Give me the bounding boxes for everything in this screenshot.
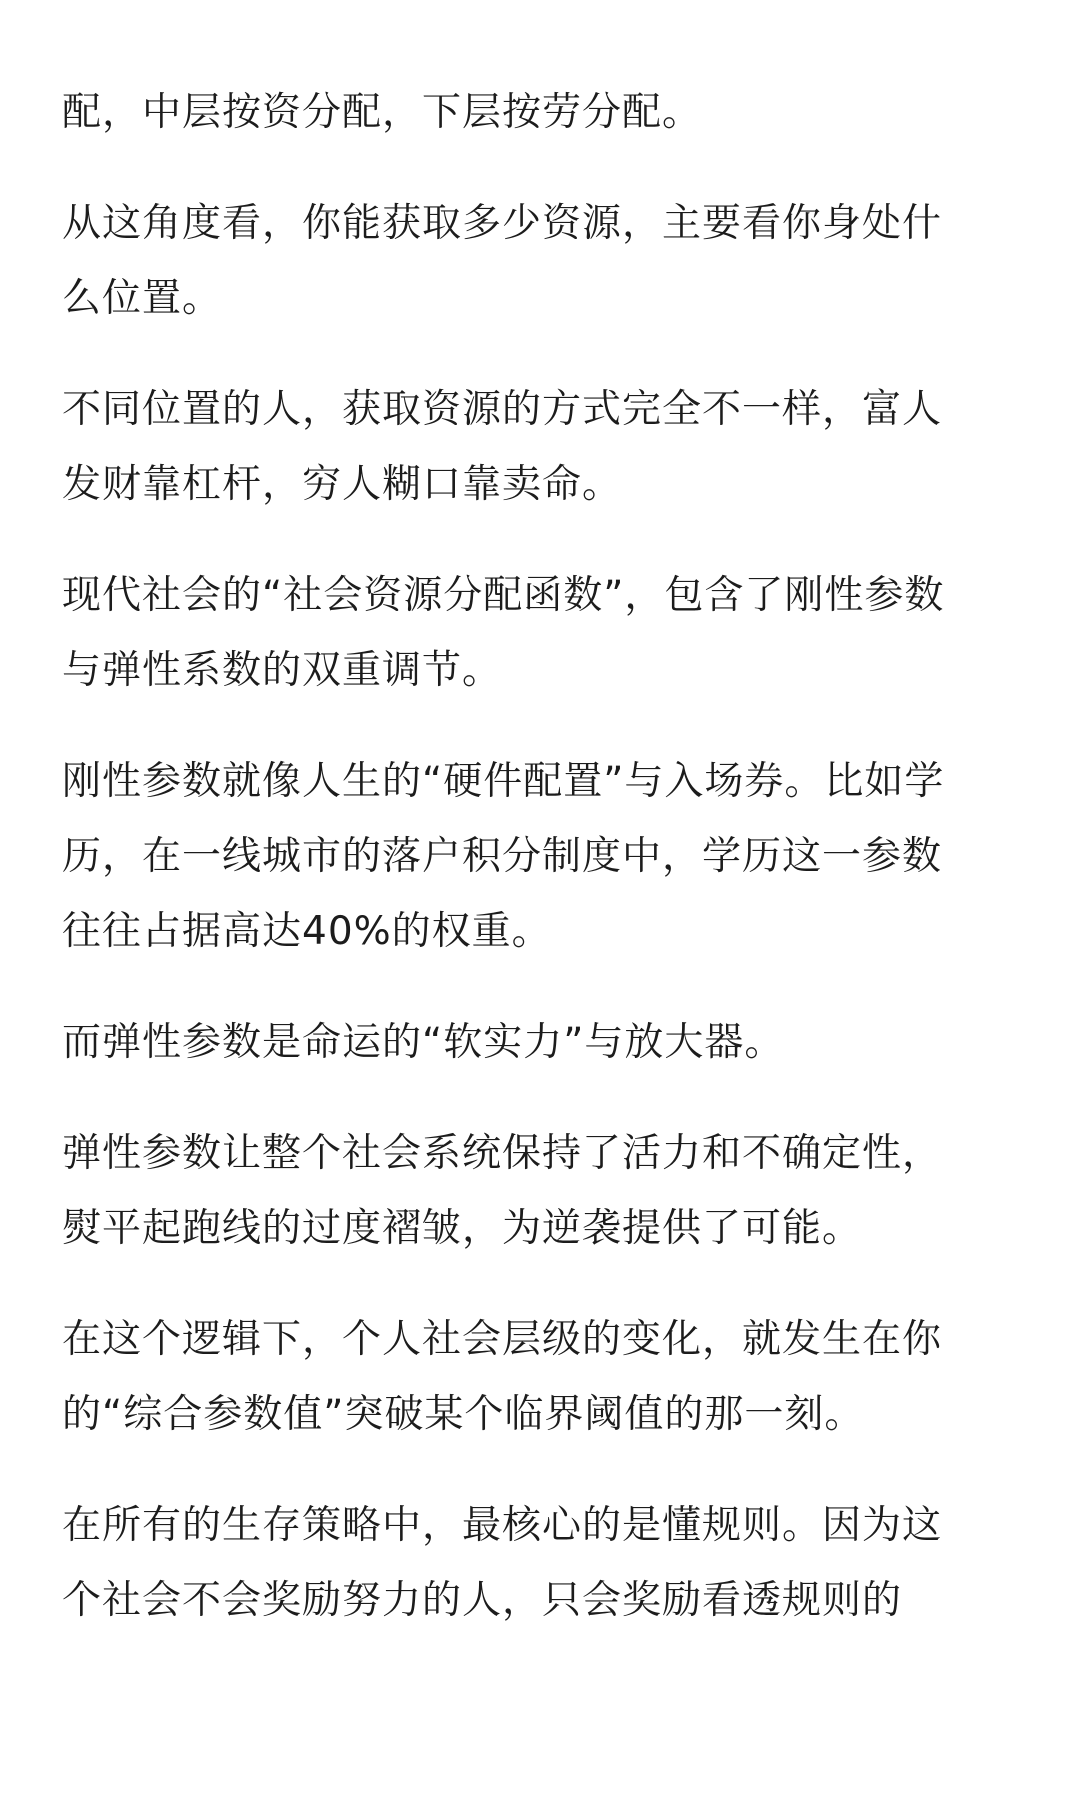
paragraph-3 [62,372,1022,522]
paragraph-8 [62,1302,1022,1452]
text-line: 在这个逻辑下，个人社会层级的变化，就发生在你 [62,1317,943,1362]
text-line: 么位置。 [62,276,223,321]
text-line: 发财靠杠杆，穷人糊口靠卖命。 [62,462,623,507]
paragraph-1 [62,75,1022,150]
paragraph-2 [62,186,1022,336]
text-line: 现代社会的“社会资源分配函数”，包含了刚性参数 [62,573,945,618]
text-line: 而弹性参数是命运的“软实力”与放大器。 [62,1020,785,1065]
text-line: 与弹性系数的双重调节。 [62,648,503,693]
text-line: 的“综合参数值”突破某个临界阈值的那一刻。 [62,1392,865,1437]
text-line: 在所有的生存策略中，最核心的是懂规则。因为这 [62,1503,943,1548]
article-body [62,75,1022,1674]
paragraph-4 [62,558,1022,708]
text-line: 历，在一线城市的落户积分制度中，学历这一参数 [62,834,943,879]
paragraph-6 [62,1005,1022,1080]
text-line: 弹性参数让整个社会系统保持了活力和不确定性， [62,1131,943,1176]
text-line: 配，中层按资分配，下层按劳分配。 [62,90,703,135]
text-line: 个社会不会奖励努力的人，只会奖励看透规则的 [62,1578,903,1623]
paragraph-5 [62,744,1022,969]
paragraph-9 [62,1488,1022,1638]
paragraph-7 [62,1116,1022,1266]
text-line: 不同位置的人，获取资源的方式完全不一样，富人 [62,387,943,432]
text-line: 往往占据高达40%的权重。 [62,909,552,954]
text-line: 熨平起跑线的过度褶皱，为逆袭提供了可能。 [62,1206,863,1251]
text-line: 刚性参数就像人生的“硬件配置”与入场券。比如学 [62,759,945,804]
text-line: 从这角度看，你能获取多少资源，主要看你身处什 [62,201,943,246]
